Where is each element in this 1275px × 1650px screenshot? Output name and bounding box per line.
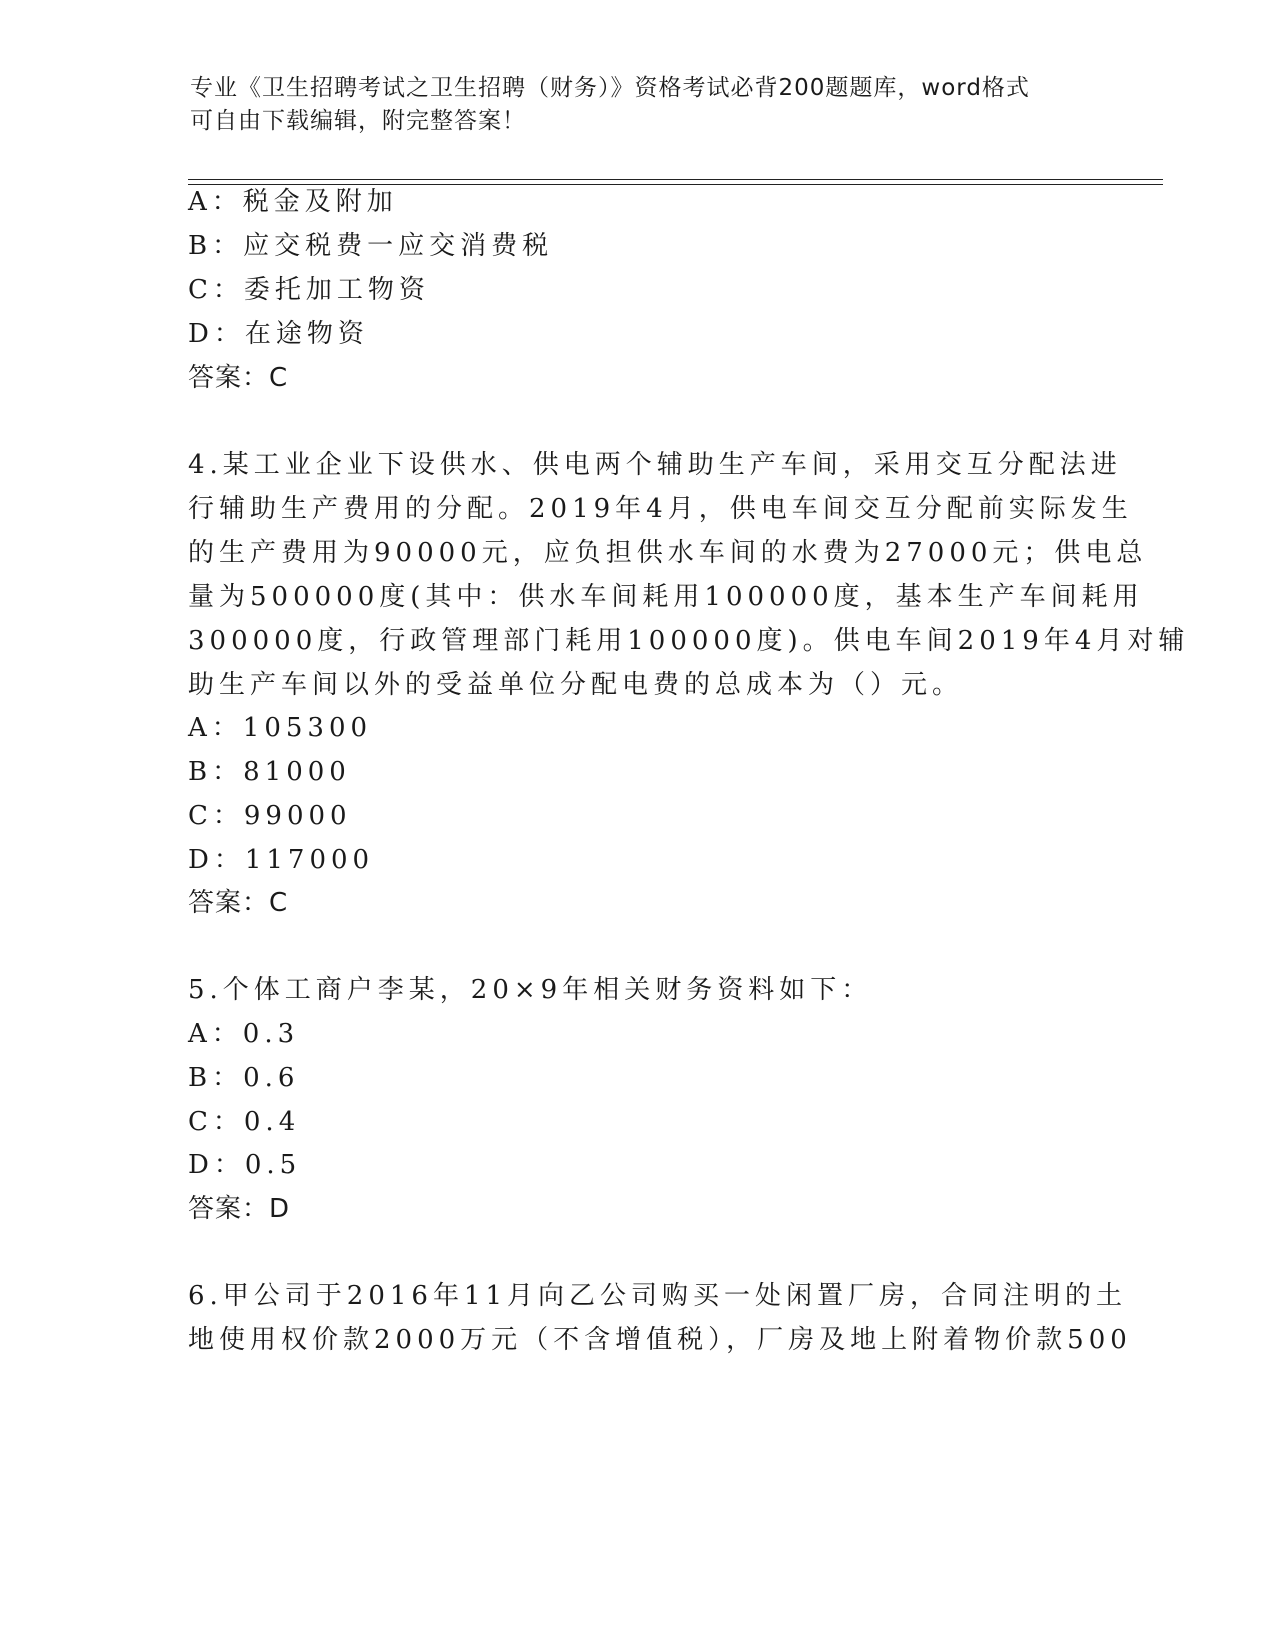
q5-stem-line-1: 5.个体工商户李某，20×9年相关财务资料如下： [188, 975, 873, 1005]
q4-stem-line-2: 行辅助生产费用的分配。2019年4月，供电车间交互分配前实际发生 [188, 494, 1133, 524]
q5-option-c: C：0.4 [188, 1107, 301, 1137]
document-header [190, 72, 1090, 138]
q6-stem-line-2: 地使用权价款2000万元（不含增值税），厂房及地上附着物价款500 [188, 1325, 1132, 1355]
q4-option-a: A：105300 [188, 713, 373, 743]
q4-option-c: C：99000 [188, 801, 352, 831]
q4-stem-line-6: 助生产车间以外的受益单位分配电费的总成本为（）元。 [188, 670, 964, 700]
q4-stem-line-5: 300000度，行政管理部门耗用100000度)。供电车间2019年4月对辅 [188, 626, 1190, 656]
q4-stem-line-4: 量为500000度(其中：供水车间耗用100000度，基本生产车间耗用 [188, 582, 1144, 612]
q3-answer: 答案：C [188, 363, 289, 393]
q5-option-a: A：0.3 [188, 1019, 300, 1049]
q5-option-d: D：0.5 [188, 1150, 302, 1180]
q5-answer: 答案：D [188, 1194, 291, 1224]
q4-option-d: D：117000 [188, 845, 375, 875]
q3-option-d: D：在途物资 [188, 319, 369, 349]
header-line-1: 专业《卫生招聘考试之卫生招聘（财务）》资格考试必背200题题库，word格式 [190, 75, 1030, 101]
q4-answer: 答案：C [188, 888, 289, 918]
header-line-2: 可自由下载编辑，附完整答案！ [190, 108, 526, 134]
q3-option-b: B：应交税费一应交消费税 [188, 231, 554, 261]
q4-stem-line-3: 的生产费用为90000元，应负担供水车间的水费为27000元；供电总 [188, 538, 1148, 568]
q6-stem-line-1: 6.甲公司于2016年11月向乙公司购买一处闲置厂房，合同注明的土 [188, 1281, 1128, 1311]
q5-option-b: B：0.6 [188, 1063, 300, 1093]
q3-option-a: A：税金及附加 [188, 187, 398, 217]
q4-stem-line-1: 4.某工业企业下设供水、供电两个辅助生产车间，采用交互分配法进 [188, 450, 1122, 480]
q4-option-b: B：81000 [188, 757, 351, 787]
q3-option-c: C：委托加工物资 [188, 275, 430, 305]
header-divider-top [188, 179, 1163, 180]
